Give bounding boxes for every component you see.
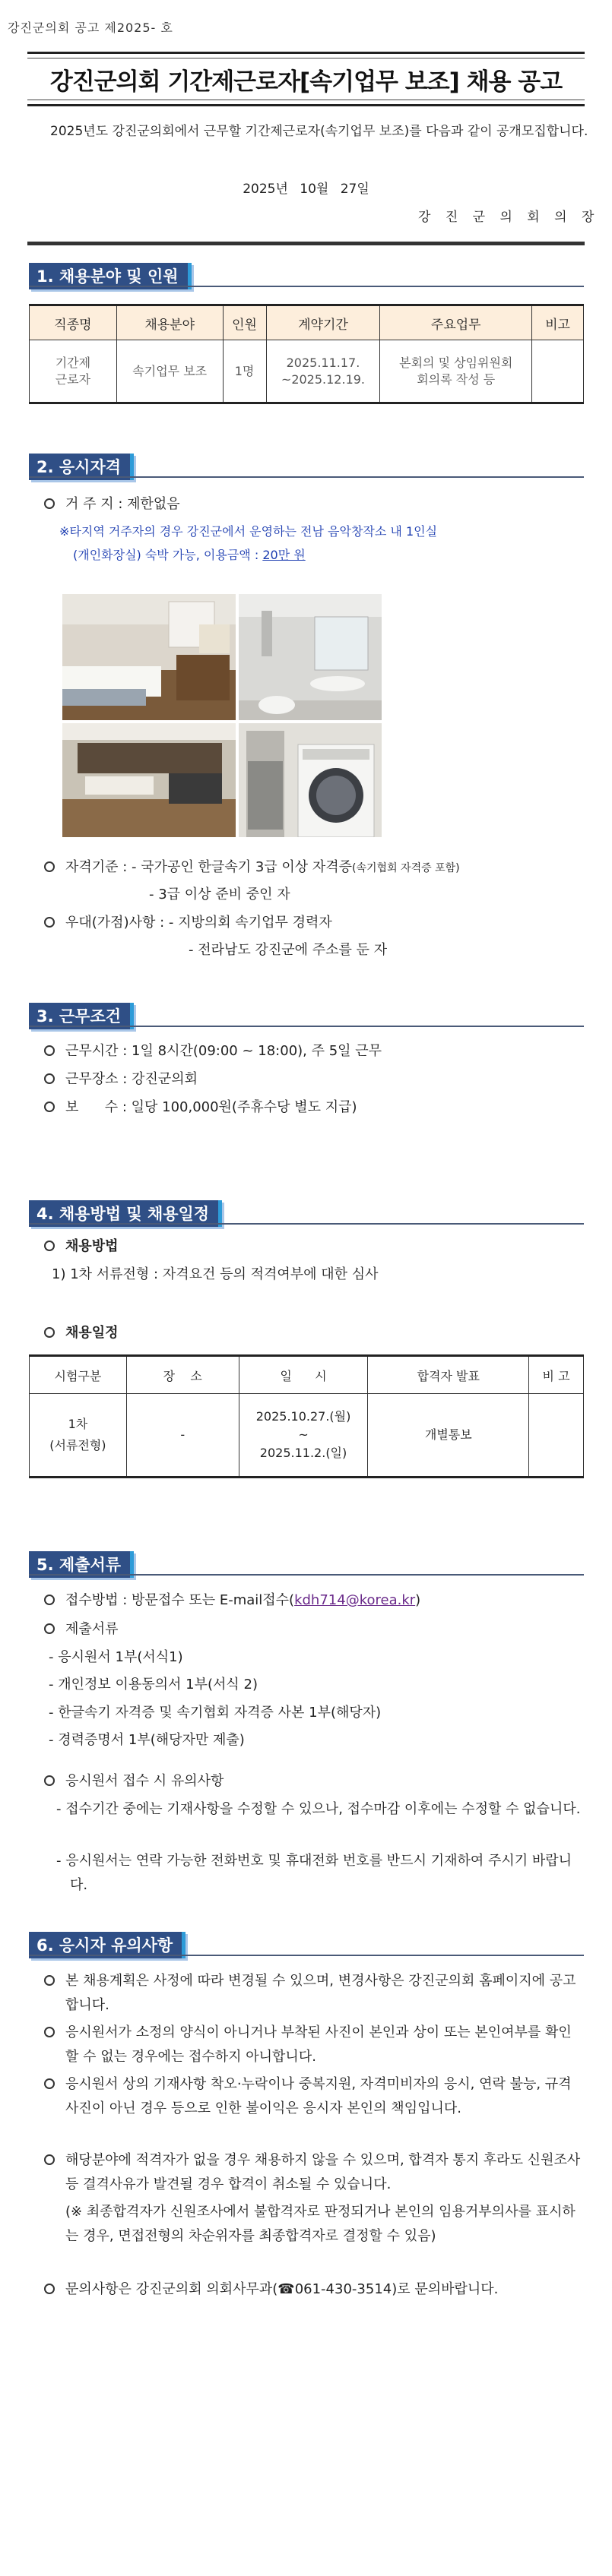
bullet-circle-icon xyxy=(44,2078,55,2089)
method-title: 채용방법 xyxy=(44,1235,119,1258)
table-row xyxy=(30,340,584,403)
cell-announce: 개별통보 xyxy=(368,1394,529,1478)
cell-note xyxy=(529,1394,584,1478)
header-divider xyxy=(27,242,585,245)
work-condition-3: 보 수 : 일당 100,000원(주휴수당 별도 지급) xyxy=(44,1096,357,1119)
bullet-circle-icon xyxy=(44,498,55,509)
notice-date: 2025년 10월 27일 xyxy=(243,182,369,197)
cell-stage: 1차 (서류전형) xyxy=(30,1394,127,1478)
col-announce: 합격자 발표 xyxy=(368,1356,529,1394)
section-underline-3 xyxy=(29,1026,584,1027)
caution-note-1: 본 채용계획은 사정에 따라 변경될 수 있으며, 변경사항은 강진군의회 홈페이지에 공고합니다. xyxy=(44,1969,582,2018)
signer: 강 진 군 의 회 의 장 xyxy=(418,210,600,225)
caution-title: 응시원서 접수 시 유의사항 xyxy=(44,1770,224,1793)
section-heading-3: 3. 근무조건 xyxy=(29,1003,134,1029)
intro-text: 2025년도 강진군의회에서 근무할 기간제근로자(속기업무 보조)를 다음과 같이 공개모집합니다. xyxy=(50,124,588,139)
preference-line-2: - 전라남도 강진군에 주소를 둔 자 xyxy=(189,942,388,958)
bullet-circle-icon xyxy=(44,917,55,928)
bullet-circle-icon xyxy=(44,1073,55,1084)
caution-note-3: 응시원서 상의 기재사항 착오·누락이나 중복지원, 자격미비자의 응시, 연락 불능, 규격 사진이 아닌 경우 등으로 인한 불이익은 응시자 본인의 책임입니다. xyxy=(44,2072,582,2121)
doc-item: - 한글속기 자격증 및 속기협회 자격증 사본 1부(해당자) xyxy=(49,1705,382,1721)
bullet-circle-icon xyxy=(44,861,55,872)
col-period: 계약기간 xyxy=(266,305,380,340)
col-note: 비고 xyxy=(532,305,584,340)
caution-note-4: 해당분야에 적격자가 없을 경우 채용하지 않을 수 있으며, 합격자 통지 후라도 신원조사 등 결격사유가 발견될 경우 합격이 취소될 수 있습니다. xyxy=(44,2148,582,2197)
section-underline-6 xyxy=(29,1955,584,1956)
caution-item: - 응시원서는 연락 가능한 전화번호 및 휴대전화 번호를 반드시 기재하여 주시기 바랍니다. xyxy=(56,1853,572,1893)
room-photos xyxy=(62,594,382,837)
table-header-row xyxy=(30,1356,584,1394)
caution-note-2: 응시원서가 소정의 양식이 아니거나 부착된 사진이 본인과 상이 또는 본인여부를 확인할 수 없는 경우에는 접수하지 아니합니다. xyxy=(44,2021,582,2069)
cell-field: 속기업무 보조 xyxy=(116,340,223,403)
qualification-line-1: 자격기준 : - 국가공인 한글속기 3급 이상 자격증(속기협회 자격증 포함) xyxy=(44,856,460,880)
bullet-circle-icon xyxy=(44,1623,55,1634)
section-heading-5: 5. 제출서류 xyxy=(29,1551,134,1578)
page-title: 강진군의회 기간제근로자[속기업무 보조] 채용 공고 xyxy=(49,68,563,96)
col-count: 인원 xyxy=(223,305,266,340)
section-heading-1: 1. 채용분야 및 인원 xyxy=(29,263,192,289)
caution-remark: (※ 최종합격자가 신원조사에서 불합격자로 판정되거나 본인의 임용거부의사를 표시하는 경우, 면접전형의 차순위자를 최종합격자로 결정할 수 있음) xyxy=(65,2204,576,2244)
bullet-circle-icon xyxy=(44,2154,55,2165)
bullet-circle-icon xyxy=(44,1241,55,1251)
qualification-line-2: - 3급 이상 준비 중인 자 xyxy=(149,887,290,902)
title-box xyxy=(27,52,585,106)
room-photo-bed xyxy=(62,594,236,720)
bullet-circle-icon xyxy=(44,1595,55,1605)
cell-job-type: 기간제 근로자 xyxy=(30,340,117,403)
col-place: 장 소 xyxy=(126,1356,239,1394)
section-underline-5 xyxy=(29,1574,584,1576)
caution-item: - 접수기간 중에는 기재사항을 수정할 수 있으나, 접수마감 이후에는 수정할 수 없습니다. xyxy=(56,1801,581,1817)
col-duty: 주요업무 xyxy=(380,305,532,340)
residence-note-2: (개인화장실) 숙박 가능, 이용금액 : 20만 원 xyxy=(73,548,306,562)
schedule-table xyxy=(29,1354,584,1478)
col-datetime: 일 시 xyxy=(239,1356,368,1394)
doc-item: - 응시원서 1부(서식1) xyxy=(49,1649,183,1665)
submit-method: 접수방법 : 방문접수 또는 E-mail접수(kdh714@korea.kr) xyxy=(44,1589,420,1612)
section-heading-2: 2. 응시자격 xyxy=(29,454,134,480)
residence-note-1: ※타지역 거주자의 경우 강진군에서 운영하는 전남 음악창작소 내 1인실 xyxy=(59,524,438,539)
bullet-circle-icon xyxy=(44,2027,55,2037)
bullet-circle-icon xyxy=(44,1775,55,1786)
bullet-circle-icon xyxy=(44,1975,55,1986)
work-condition-1: 근무시간 : 1일 8시간(09:00 ~ 18:00), 주 5일 근무 xyxy=(44,1040,382,1063)
bullet-circle-icon xyxy=(44,1102,55,1112)
section-heading-4: 4. 채용방법 및 채용일정 xyxy=(29,1200,222,1227)
col-job-type: 직종명 xyxy=(30,305,117,340)
cell-datetime: 2025.10.27.(월) ~ 2025.11.2.(일) xyxy=(239,1394,368,1478)
section-underline-2 xyxy=(29,476,584,478)
preference-line-1: 우대(가점)사항 : - 지방의회 속기업무 경력자 xyxy=(44,912,332,934)
work-condition-2: 근무장소 : 강진군의회 xyxy=(44,1068,198,1091)
room-photo-laundry xyxy=(239,723,382,837)
docs-title: 제출서류 xyxy=(44,1618,119,1641)
table-row xyxy=(30,1394,584,1478)
caution-note-5: 문의사항은 강진군의회 의회사무과(☎061-430-3514)로 문의바랍니다. xyxy=(44,2277,582,2302)
col-note: 비 고 xyxy=(529,1356,584,1394)
doc-item: - 개인정보 이용동의서 1부(서식 2) xyxy=(49,1677,258,1693)
room-photo-desk xyxy=(62,723,236,837)
room-photo-bathroom xyxy=(239,594,382,720)
table-header-row xyxy=(30,305,584,340)
section-heading-6: 6. 응시자 유의사항 xyxy=(29,1932,186,1958)
bullet-circle-icon xyxy=(44,2284,55,2294)
bullet-circle-icon xyxy=(44,1327,55,1338)
notice-number: 강진군의회 공고 제2025- 호 xyxy=(8,21,173,35)
method-item: 1) 1차 서류전형 : 자격요건 등의 적격여부에 대한 심사 xyxy=(52,1266,379,1282)
col-stage: 시험구분 xyxy=(30,1356,127,1394)
doc-item: - 경력증명서 1부(해당자만 제출) xyxy=(49,1732,245,1748)
col-field: 채용분야 xyxy=(116,305,223,340)
cell-period: 2025.11.17. ~2025.12.19. xyxy=(266,340,380,403)
email-link[interactable]: kdh714@korea.kr xyxy=(294,1592,416,1608)
cell-duty: 본회의 및 상임위원회 회의록 작성 등 xyxy=(380,340,532,403)
bullet-circle-icon xyxy=(44,1045,55,1056)
section-underline-1 xyxy=(29,286,584,287)
section-underline-4 xyxy=(29,1223,584,1225)
recruit-field-table xyxy=(29,304,584,404)
cell-note xyxy=(532,340,584,403)
schedule-title: 채용일정 xyxy=(44,1322,119,1345)
cell-place: - xyxy=(126,1394,239,1478)
cell-count: 1명 xyxy=(223,340,266,403)
residence-line: 거 주 지 : 제한없음 xyxy=(44,493,180,516)
